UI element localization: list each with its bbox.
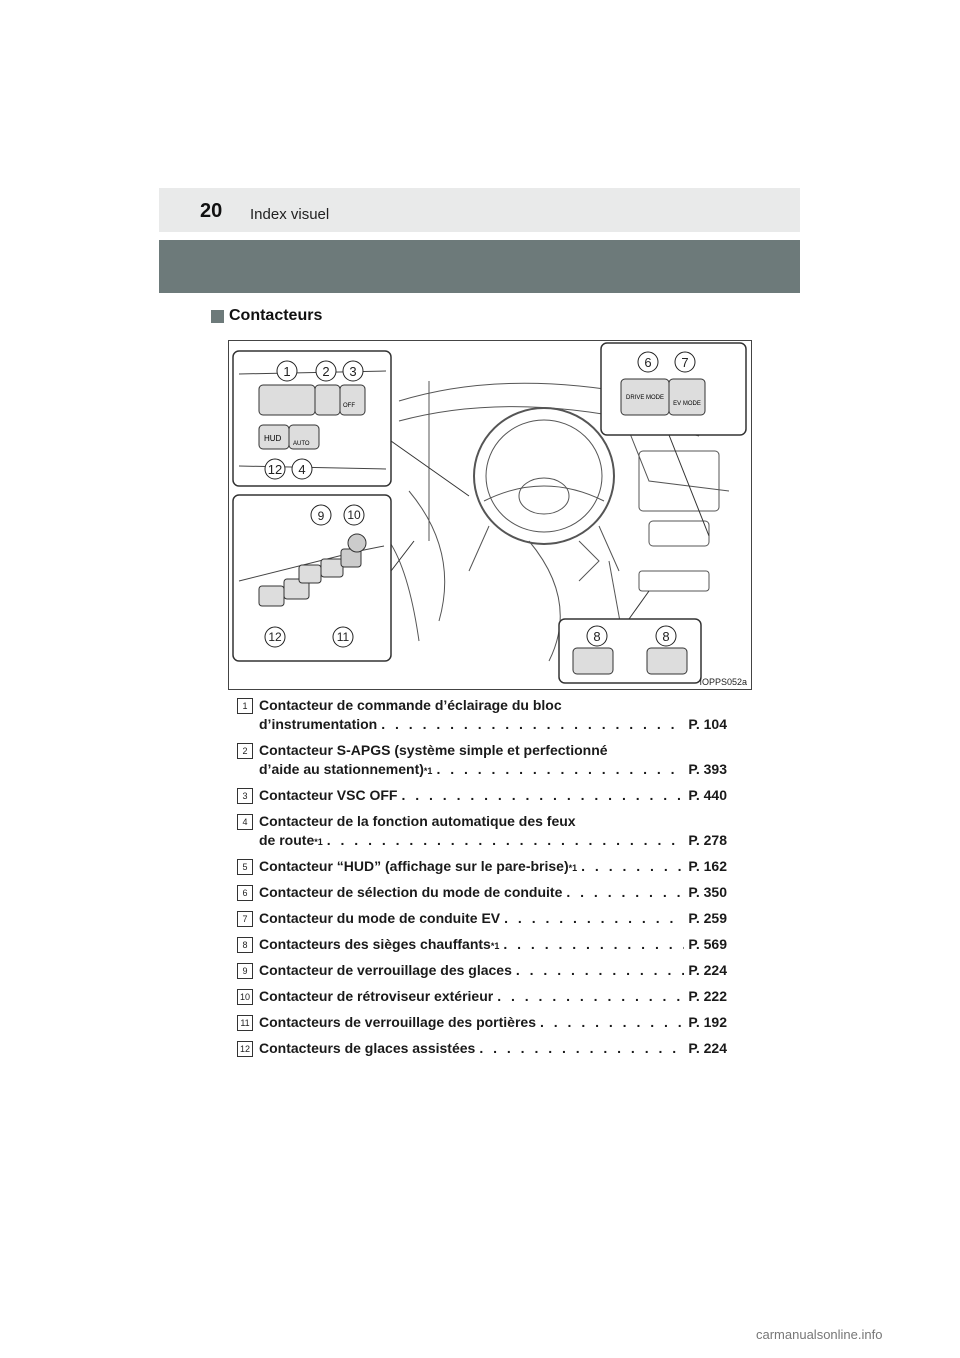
legend-item: 5 Contacteur “HUD” (affichage sur le pare-brise) *1 . . . P. 162 — [237, 857, 727, 876]
auto-switch-label: AUTO — [293, 441, 310, 447]
page-reference[interactable]: P. 224 — [688, 1040, 727, 1056]
page-reference[interactable]: P. 192 — [688, 1014, 727, 1030]
page-reference[interactable]: P. 222 — [688, 988, 727, 1004]
legend-number: 12 — [237, 1041, 253, 1057]
callout-12: 12 — [268, 630, 282, 644]
leader-dots — [401, 786, 684, 805]
inset-top-right — [601, 343, 746, 435]
hud-switch-label: HUD — [264, 434, 282, 443]
callout-3: 3 — [349, 364, 357, 379]
legend-number: 7 — [237, 911, 253, 927]
leader-dots — [566, 883, 684, 902]
legend-item — [237, 786, 727, 805]
page-reference[interactable]: P. 278 — [688, 832, 727, 848]
inset-top-left — [233, 351, 391, 486]
callout-7: 7 — [681, 355, 689, 370]
legend-item — [237, 1039, 727, 1058]
legend-number: 2 — [237, 743, 253, 759]
section-heading — [211, 307, 322, 325]
callout-9: 9 — [317, 509, 325, 523]
page-reference[interactable]: P. 162 — [688, 858, 727, 874]
legend-item: 8 Contacteurs des sièges chauffants *1 . . . P. 569 — [237, 935, 727, 954]
callout-10: 10 — [347, 508, 361, 522]
callout-4: 4 — [298, 462, 306, 477]
switch-legend — [237, 696, 727, 1065]
page-reference[interactable]: P. 440 — [688, 787, 727, 803]
legend-item — [237, 987, 727, 1006]
legend-text: Contacteurs de verrouillage des portières — [259, 1014, 536, 1030]
legend-item — [237, 961, 727, 980]
legend-number: 8 — [237, 937, 253, 953]
legend-item — [237, 1013, 727, 1032]
legend-number: 10 — [237, 989, 253, 1005]
page-reference[interactable]: P. 259 — [688, 910, 727, 926]
figure-code: IOPPS052a — [699, 677, 747, 687]
callout-1: 1 — [283, 364, 291, 379]
callout-11: 11 — [336, 630, 350, 644]
legend-number: 4 — [237, 814, 253, 830]
legend-text: d’instrumentation — [259, 716, 378, 732]
square-bullet-icon — [211, 310, 224, 323]
legend-item: 4 Contacteur de la fonction automatique des feux de route *1 . . . P. 278 — [237, 812, 727, 850]
legend-number: 1 — [237, 698, 253, 714]
legend-text: Contacteur de sélection du mode de conduite — [259, 884, 563, 900]
legend-number: 11 — [237, 1015, 253, 1031]
callout-8a: 8 — [593, 629, 601, 644]
watermark: carmanualsonline.info — [756, 1327, 883, 1342]
legend-text: Contacteur “HUD” (affichage sur le pare-brise) — [259, 858, 569, 874]
legend-text: d’aide au stationnement) — [259, 761, 424, 777]
legend-item: 2 Contacteur S-APGS (système simple et perfectionné d’aide au stationnement) *1 . . . P. 393 — [237, 741, 727, 779]
leader-dots — [497, 987, 684, 1006]
leader-dots — [436, 760, 684, 779]
legend-item — [237, 883, 727, 902]
legend-text: Contacteur du mode de conduite EV — [259, 910, 501, 926]
leader-dots — [581, 857, 684, 876]
callout-8b: 8 — [662, 629, 670, 644]
legend-item — [237, 909, 727, 928]
legend-text: Contacteur de rétroviseur extérieur — [259, 988, 494, 1004]
inset-bottom-left — [233, 495, 391, 661]
leader-dots — [503, 935, 684, 954]
header-title: Index visuel — [250, 206, 330, 223]
inset-bottom-right — [559, 619, 701, 683]
legend-text: Contacteur VSC OFF — [259, 787, 398, 803]
legend-text-line1: Contacteur de la fonction automatique des feux — [259, 813, 576, 829]
ev-mode-label: EV MODE — [673, 401, 701, 407]
legend-text-line1: Contacteur de commande d’éclairage du bloc — [259, 697, 562, 713]
page-reference[interactable]: P. 393 — [688, 761, 727, 777]
leader-dots — [504, 909, 684, 928]
leader-dots — [540, 1013, 684, 1032]
callout-6: 6 — [644, 355, 652, 370]
section-title: Contacteurs — [229, 307, 323, 324]
legend-text: Contacteurs de glaces assistées — [259, 1040, 476, 1056]
leader-dots — [516, 961, 684, 980]
dashboard-illustration — [229, 341, 751, 689]
legend-item — [237, 696, 727, 734]
page-reference[interactable]: P. 350 — [688, 884, 727, 900]
legend-number: 5 — [237, 859, 253, 875]
drive-mode-label: DRIVE MODE — [625, 395, 665, 401]
switches-figure — [228, 340, 752, 690]
leader-dots — [381, 715, 684, 734]
legend-text-line1: Contacteur S-APGS (système simple et perfectionné — [259, 742, 608, 758]
leader-dots — [479, 1039, 684, 1058]
page-reference[interactable]: P. 569 — [688, 936, 727, 952]
page-number: 20 — [200, 200, 223, 222]
page-reference[interactable]: P. 224 — [688, 962, 727, 978]
legend-number: 3 — [237, 788, 253, 804]
callout-5: 12 — [267, 462, 283, 477]
vsc-off-label: OFF — [343, 403, 355, 409]
section-band — [159, 240, 800, 293]
legend-number: 9 — [237, 963, 253, 979]
legend-text: Contacteurs des sièges chauffants — [259, 936, 491, 952]
callout-2: 2 — [322, 364, 330, 379]
page-reference[interactable]: P. 104 — [688, 716, 727, 732]
legend-text: Contacteur de verrouillage des glaces — [259, 962, 512, 978]
leader-dots — [327, 831, 685, 850]
legend-number: 6 — [237, 885, 253, 901]
legend-text: de route — [259, 832, 315, 848]
